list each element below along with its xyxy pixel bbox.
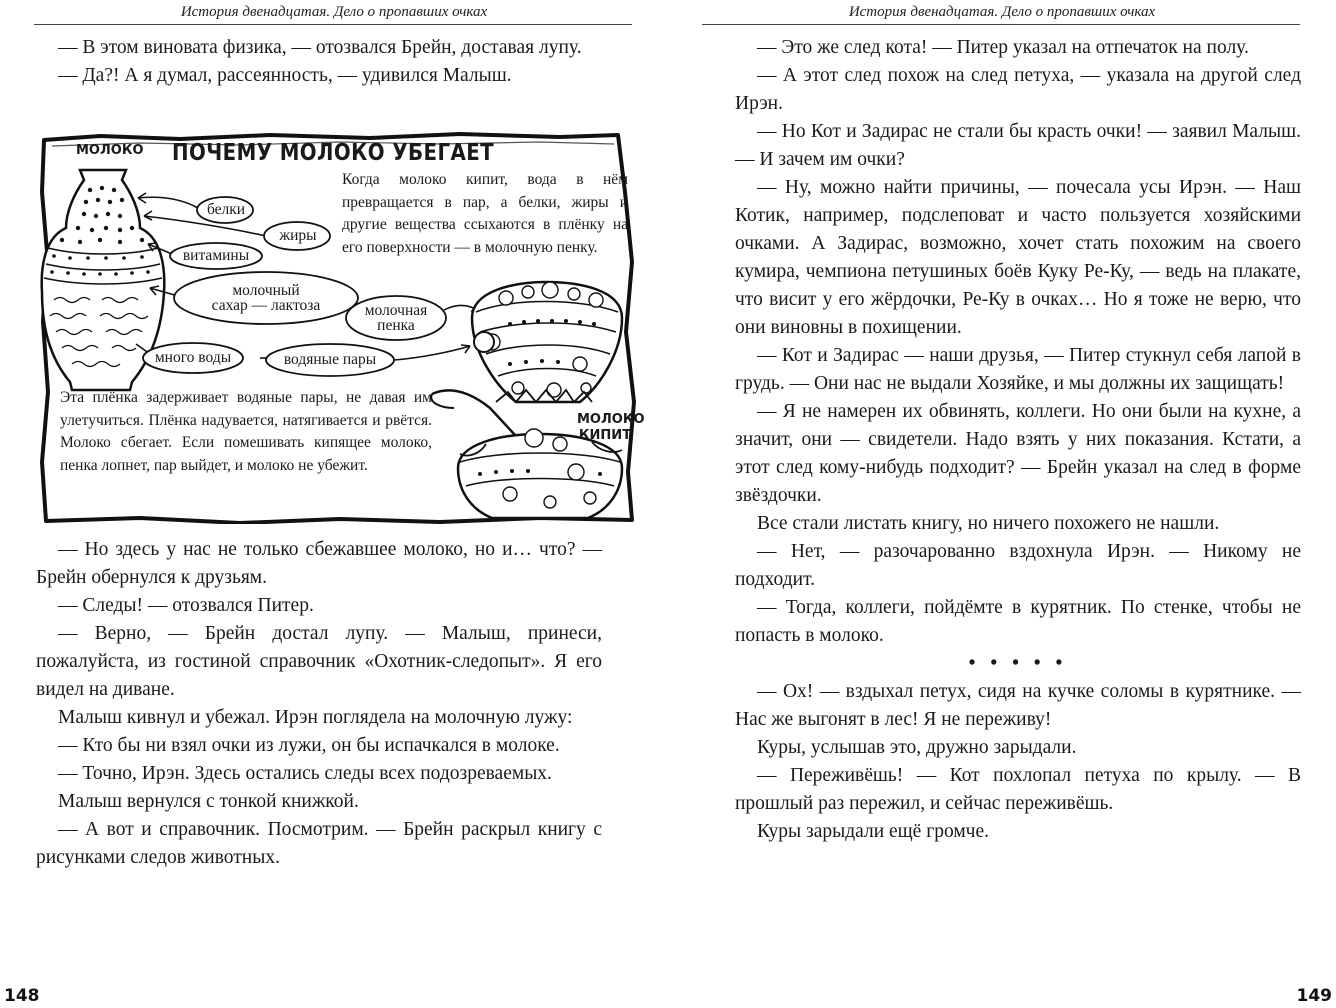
paragraph: — Точно, Ирэн. Здесь остались следы всех подозреваемых.	[58, 763, 552, 784]
text-block-bottom	[36, 536, 602, 872]
bubble-sahar	[176, 283, 356, 313]
running-head: История двенадцатая. Дело о пропавших очках	[848, 4, 1156, 20]
bubble-penka	[348, 303, 444, 333]
paragraph: — В этом виновата физика, — отозвался Брейн, доставая лупу.	[58, 37, 582, 58]
paragraph: Куры зарыдали ещё громче.	[757, 821, 990, 842]
running-head: История двенадцатая. Дело о пропавших очках	[180, 4, 488, 20]
paragraph: — Да?! А я думал, рассеянность, — удивился Малыш.	[58, 65, 512, 86]
paragraph: Малыш кивнул и убежал. Ирэн поглядела на молочную лужу:	[58, 707, 573, 728]
paragraph: Малыш вернулся с тонкой книжкой.	[58, 791, 359, 812]
boiling-pot-drawing	[431, 390, 622, 518]
bubble-sahar-line-1: молочный	[232, 282, 300, 299]
paragraph: — Следы! — отозвался Питер.	[58, 595, 314, 616]
paragraph: — А этот след похож на след петуха, — указала на другой след Ирэн.	[735, 65, 1301, 114]
header-rule	[702, 24, 1300, 25]
paragraph: Все стали листать книгу, но ничего похожего не нашли.	[757, 513, 1220, 534]
paragraph: Куры, услышав это, дружно зарыдали.	[757, 737, 1077, 758]
text-block-main	[735, 34, 1301, 846]
right-page	[668, 0, 1336, 1008]
section-separator: • • • • •	[968, 653, 1068, 674]
bubble-sahar-line-2: сахар — лактоза	[211, 297, 321, 314]
label-milk-boils-line-2: КИПИТ	[578, 428, 632, 443]
infographic-milk	[40, 132, 645, 524]
paragraph: — Это же след кота! — Питер указал на отпечаток на полу.	[757, 37, 1249, 58]
paragraph: — А вот и справочник. Посмотрим. — Брейн раскрыл книгу с рисунками следов животных.	[36, 819, 602, 868]
paragraph: — Но здесь у нас не только сбежавшее молоко, но и… что? — Брейн обернулся к друзьям.	[36, 539, 602, 588]
vase-label: МОЛОКО	[76, 143, 144, 158]
bubble-pary: водяные пары	[283, 351, 377, 368]
bubble-vitaminy: витамины	[182, 247, 250, 264]
paragraph: — Кот и Задирас — наши друзья, — Питер стукнул себя лапой в грудь. — Они нас не выдали Хозяйке, и мы должны их защищать!	[735, 345, 1301, 394]
paragraph: — Тогда, коллеги, пойдёмте в курятник. По стенке, чтобы не попасть в молоко.	[735, 597, 1301, 646]
bubble-voda: много воды	[154, 349, 232, 366]
pot-drawing	[472, 282, 622, 402]
bubble-zhiry: жиры	[279, 227, 317, 244]
paragraph: — Верно, — Брейн достал лупу. — Малыш, принеси, пожалуйста, из гостиной справочник «Охотник-следопыт». Я его видел на диване.	[36, 623, 602, 700]
paragraph: — Но Кот и Задирас не стали бы красть очки! — заявил Малыш. — И зачем им очки?	[735, 121, 1301, 170]
page-number: 148	[4, 986, 40, 1006]
paragraph: — Переживёшь! — Кот похлопал петуха по крылу. — В прошлый раз пережил, и сейчас переживёшь.	[735, 765, 1301, 814]
paragraph: — Нет, — разочарованно вздохнула Ирэн. — Никому не подходит.	[735, 541, 1301, 590]
page-number: 149	[1296, 986, 1332, 1006]
paragraph: — Ох! — вздыхал петух, сидя на кучке соломы в курятнике. — Нас же выгонят в лес! Я не переживу!	[735, 681, 1301, 730]
header-rule	[34, 24, 632, 25]
label-milk-boils-line-1: МОЛОКО	[577, 412, 645, 427]
label-milk-boils	[577, 412, 645, 444]
paragraph: — Я не намерен их обвинять, коллеги. Но они были на кухне, а значит, они — свидетели. Надо взять у них показания. Кстати, а этот след кому-нибудь подходит? — Брейн указал на след в форме звёздочки.	[735, 401, 1301, 506]
infographic-text-2: Эта плёнка задерживает водяные пары, не давая им улетучиться. Плёнка надувается, натягивается и рвётся. Молоко сбегает. Если помешивать кипящее молоко, пенка лопнет, пар выйдет, и молоко не убежит.	[60, 389, 432, 474]
paragraph: — Ну, можно найти причины, — почесала усы Ирэн. — Наш Котик, например, подслеповат и часто пользуется хозяйскими очками. А Задирас, возможно, хочет стать похожим на своего кумира, чемпиона петушиных боёв Куку Ре-Ку, — ведь на плакате, что висит у его жёрдочки, Ре-Ку в очках… Но я тоже не верю, что они виновны в похищении.	[735, 177, 1301, 338]
infographic-title: ПОЧЕМУ МОЛОКО УБЕГАЕТ	[172, 140, 495, 166]
paragraph: — Кто бы ни взял очки из лужи, он бы испачкался в молоке.	[58, 735, 560, 756]
bubble-penka-line-2: пенка	[377, 317, 415, 334]
bubble-penka-line-1: молочная	[364, 302, 428, 319]
text-block-top	[36, 34, 602, 90]
bubble-belki: белки	[206, 201, 246, 218]
infographic-text-1: Когда молоко кипит, вода в нём превращается в пар, а белки, жиры и другие вещества ссыхаются в плёнку на его поверхности — в молочную пенку.	[342, 171, 628, 256]
